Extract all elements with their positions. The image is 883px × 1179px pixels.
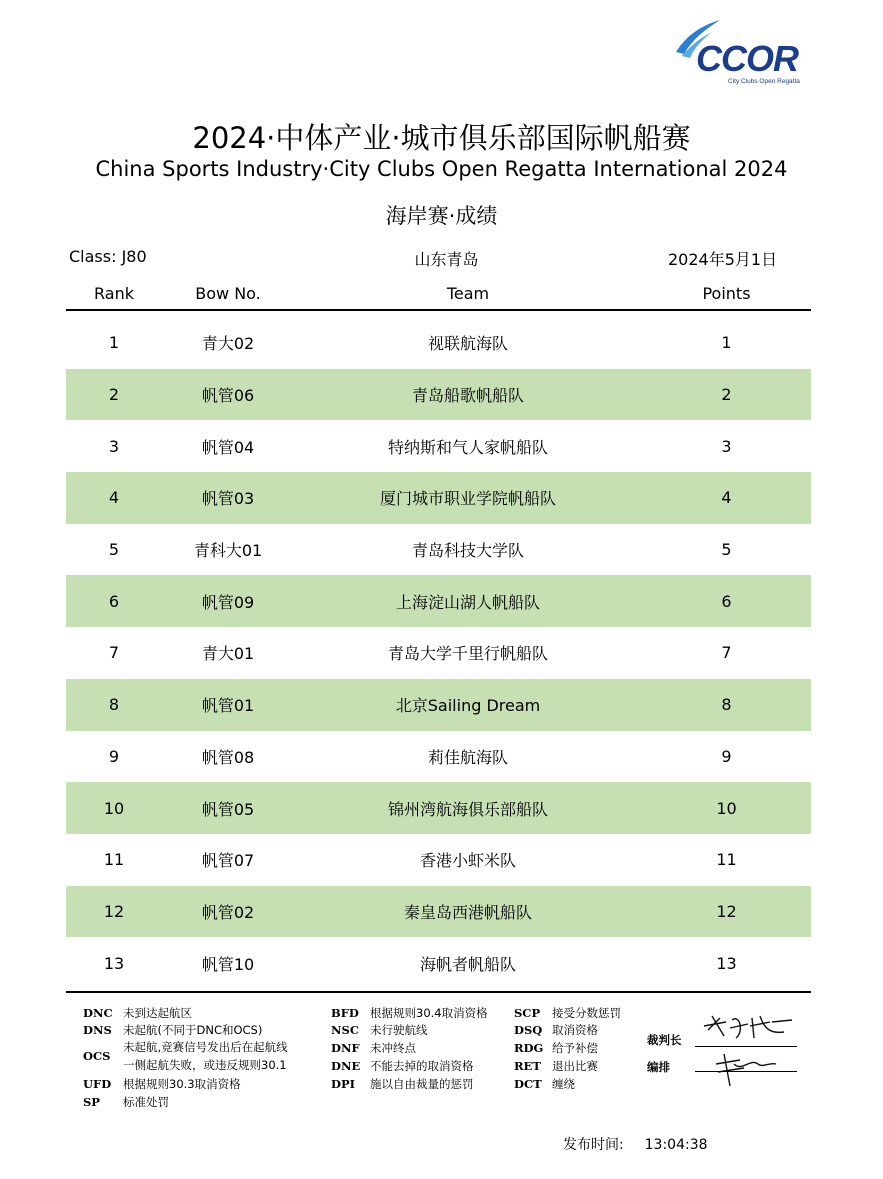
bow-number-cell: 帆管02 <box>201 902 255 922</box>
team-cell: 青岛大学千里行帆船队 <box>387 644 548 664</box>
class-label: Class: J80 <box>69 247 147 266</box>
table-row <box>66 782 811 834</box>
ccor-logo <box>672 18 812 88</box>
table-top-rule <box>66 309 811 311</box>
team-cell: 香港小虾米队 <box>419 851 516 871</box>
release-time-value: 13:04:38 <box>644 1137 708 1153</box>
points-cell: 10 <box>716 798 737 818</box>
table-row <box>66 731 811 783</box>
points-cell: 13 <box>716 953 737 973</box>
legend-code: DNS <box>83 1023 112 1037</box>
bow-number-cell: 帆管01 <box>201 696 255 716</box>
points-cell: 4 <box>721 488 732 508</box>
arranger-signature-icon <box>700 1050 780 1090</box>
points-cell: 8 <box>721 695 732 715</box>
rank-cell: 9 <box>108 746 120 766</box>
header-points: Points <box>702 284 751 303</box>
legend-description: 取消资格 <box>552 1023 598 1037</box>
table-row <box>66 472 811 524</box>
table-row <box>66 627 811 679</box>
bow-number-cell: 青科大01 <box>193 541 263 561</box>
rank-cell: 5 <box>108 540 120 560</box>
team-cell: 海帆者帆船队 <box>419 954 516 974</box>
header-team: Team <box>446 284 490 303</box>
table-bottom-rule <box>66 991 811 993</box>
rank-cell: 10 <box>103 798 125 818</box>
team-cell: 视联航海队 <box>427 334 508 354</box>
legend-description: 根据规则30.3取消资格 <box>123 1077 241 1091</box>
bow-number-cell: 帆管05 <box>201 799 255 819</box>
table-row <box>66 937 811 989</box>
results-table <box>66 317 811 989</box>
rank-cell: 6 <box>108 591 120 611</box>
table-row <box>66 575 811 627</box>
team-cell: 上海淀山湖人帆船队 <box>395 592 540 612</box>
points-cell: 7 <box>721 643 732 663</box>
points-cell: 1 <box>721 333 732 353</box>
logo-text: CCOR <box>696 38 798 79</box>
points-cell: 9 <box>721 746 732 766</box>
legend-code: DNC <box>83 1006 113 1020</box>
legend-description: 施以自由裁量的惩罚 <box>370 1077 474 1091</box>
team-cell: 秦皇岛西港帆船队 <box>403 902 532 922</box>
rank-cell: 1 <box>108 333 120 353</box>
legend-code: DPI <box>331 1077 355 1091</box>
logo-subtitle: City Clubs Open Regatta <box>728 78 800 85</box>
rank-cell: 4 <box>108 488 120 508</box>
arranger-label: 编排 <box>647 1060 670 1074</box>
header-bow: Bow No. <box>195 284 261 303</box>
table-row <box>66 369 811 421</box>
judge-label: 裁判长 <box>647 1033 682 1047</box>
table-row <box>66 886 811 938</box>
legend-description: 根据规则30.4取消资格 <box>370 1006 488 1020</box>
team-cell: 青岛船歌帆船队 <box>411 386 524 406</box>
legend-description: 未起航(不同于DNC和OCS) <box>123 1023 263 1037</box>
points-cell: 5 <box>721 540 732 560</box>
rank-cell: 12 <box>103 901 125 921</box>
team-cell: 北京Sailing Dream <box>395 696 541 716</box>
legend-code: SP <box>83 1095 100 1109</box>
legend-description: 未起航,竞赛信号发出后在起航线 <box>123 1040 288 1054</box>
bow-number-cell: 帆管08 <box>201 747 255 767</box>
header-rank: Rank <box>94 284 134 303</box>
table-row <box>66 317 811 369</box>
table-row <box>66 679 811 731</box>
legend-description: 退出比赛 <box>552 1059 598 1073</box>
bow-number-cell: 帆管06 <box>201 386 255 406</box>
points-cell: 3 <box>721 436 732 456</box>
judge-sign-line <box>695 1046 797 1047</box>
legend-code: SCP <box>514 1006 541 1020</box>
legend-code: RET <box>514 1059 541 1073</box>
legend-description: 给予补偿 <box>552 1041 598 1055</box>
location-label: 山东青岛 <box>414 250 479 269</box>
rank-cell: 11 <box>103 850 125 870</box>
legend-code: DSQ <box>514 1023 543 1037</box>
table-row <box>66 420 811 472</box>
legend-code: UFD <box>83 1077 112 1091</box>
team-cell: 厦门城市职业学院帆船队 <box>379 489 556 509</box>
release-time <box>563 1134 708 1154</box>
bow-number-cell: 帆管03 <box>201 489 255 509</box>
release-label: 发布时间: <box>563 1137 624 1153</box>
legend-code: RDG <box>514 1041 544 1055</box>
table-row <box>66 524 811 576</box>
team-cell: 特纳斯和气人家帆船队 <box>387 437 548 457</box>
points-cell: 11 <box>716 850 737 870</box>
bow-number-cell: 帆管04 <box>201 437 255 457</box>
bow-number-cell: 帆管07 <box>201 851 255 871</box>
points-cell: 6 <box>721 591 732 611</box>
legend-description: 未冲终点 <box>370 1041 416 1055</box>
legend-description: 接受分数惩罚 <box>552 1006 621 1020</box>
arranger-sign-line <box>695 1071 797 1072</box>
rank-cell: 3 <box>108 436 120 456</box>
legend-code: DCT <box>514 1077 542 1091</box>
bow-number-cell: 青大02 <box>201 334 255 354</box>
bow-number-cell: 帆管10 <box>201 954 255 974</box>
bow-number-cell: 帆管09 <box>201 592 255 612</box>
legend-code: OCS <box>83 1049 111 1063</box>
team-cell: 锦州湾航海俱乐部船队 <box>387 799 548 819</box>
points-cell: 2 <box>721 385 732 405</box>
legend-description: 缠绕 <box>552 1077 575 1091</box>
legend-code: BFD <box>331 1006 359 1020</box>
rank-cell: 2 <box>108 385 120 405</box>
rank-cell: 7 <box>108 643 120 663</box>
title-english: China Sports Industry·City Clubs Open Regatta International 2024 <box>95 157 788 181</box>
legend-code: DNF <box>331 1041 360 1055</box>
bow-number-cell: 青大01 <box>201 644 255 664</box>
rank-cell: 13 <box>103 953 125 973</box>
legend-description: 不能去掉的取消资格 <box>370 1059 474 1073</box>
table-row <box>66 834 811 886</box>
judge-signature-icon <box>700 1008 800 1044</box>
legend-description: 未到达起航区 <box>123 1006 192 1020</box>
legend-code: NSC <box>331 1023 359 1037</box>
date-label: 2024年5月1日 <box>668 250 778 269</box>
points-cell: 12 <box>716 901 737 921</box>
legend-description: 标准处罚 <box>123 1095 169 1109</box>
title-chinese: 2024·中体产业·城市俱乐部国际帆船赛 <box>192 121 691 155</box>
legend-description: 未行驶航线 <box>370 1023 428 1037</box>
rank-cell: 8 <box>108 695 120 715</box>
subtitle: 海岸赛·成绩 <box>385 204 498 228</box>
team-cell: 莉佳航海队 <box>427 747 508 767</box>
legend-code: DNE <box>331 1059 361 1073</box>
legend-description-line2: 一侧起航失败，或违反规则30.1 <box>123 1058 287 1072</box>
team-cell: 青岛科技大学队 <box>411 541 524 561</box>
